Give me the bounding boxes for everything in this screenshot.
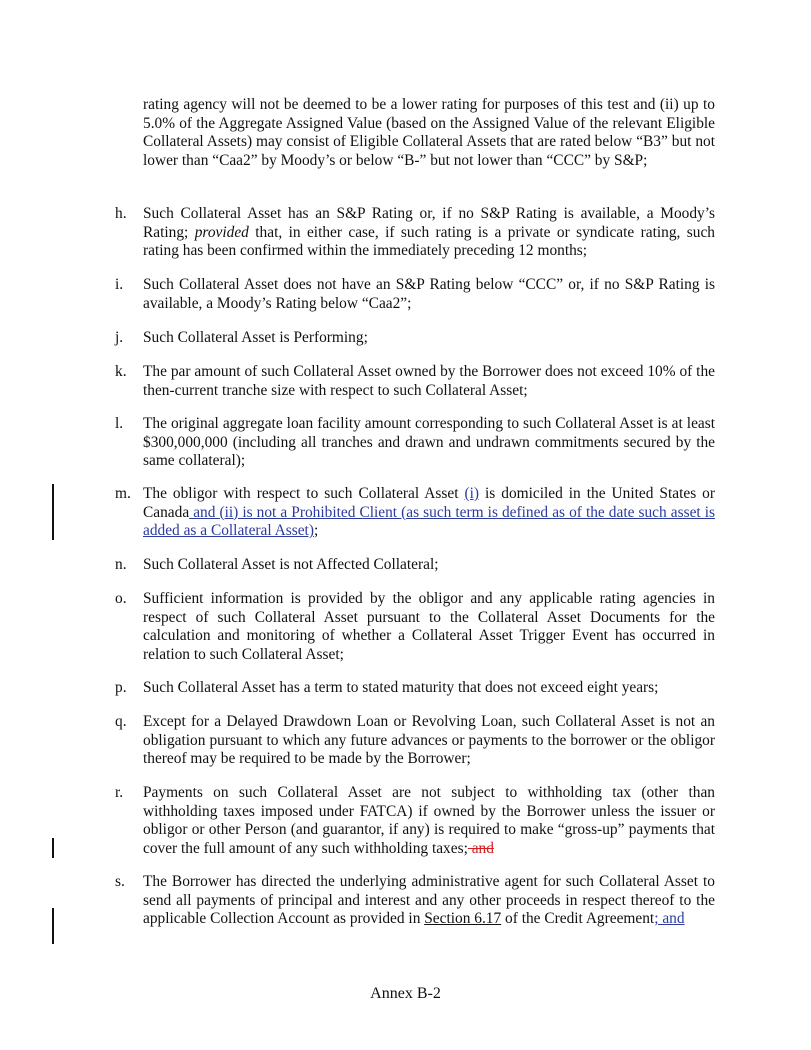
clause-text: The par amount of such Collateral Asset owned by the Borrower does not exceed 10% of the then-current tranche size with respect to such Collateral Asset;: [143, 363, 715, 399]
clause-text: Such Collateral Asset is Performing;: [143, 329, 368, 346]
inserted-text: ; and: [654, 910, 685, 928]
change-bar: [52, 838, 54, 858]
clause-s: [115, 873, 715, 929]
page-footer: Annex B-2: [370, 985, 441, 1002]
section-reference: Section 6.17: [424, 910, 502, 928]
clause-text: Such Collateral Asset is not Affected Collateral;: [143, 556, 439, 573]
clause-text: that, in either case, if such rating is a private or syndicate rating, such rating has been confirmed within the immediately preceding 12 months;: [143, 223, 715, 260]
continuation-paragraph: [143, 96, 715, 170]
clause-label: i.: [115, 276, 124, 293]
clause-label: r.: [115, 784, 124, 801]
clause-text: Except for a Delayed Drawdown Loan or Revolving Loan, such Collateral Asset is not an obligation pursuant to which any future advances or payments to the borrower or the obligor thereof may be required to be made by the Borrower;: [143, 713, 715, 768]
clause-text: of the Credit Agreement: [501, 910, 655, 928]
change-bar: [52, 908, 54, 944]
inserted-text: and (ii) is not a Prohibited Client (as such term is defined as of the date such asset is added as a Collateral Asset): [143, 503, 715, 540]
clause-text: Such Collateral Asset has a term to stated maturity that does not exceed eight years;: [143, 679, 659, 696]
clause-text: is domiciled in the United States or Canada: [143, 485, 715, 521]
clause-text: The obligor with respect to such Collateral Asset: [143, 485, 465, 502]
inserted-text: (i): [464, 485, 479, 502]
clause-k: [115, 363, 715, 400]
clause-italic: provided: [194, 223, 249, 241]
clause-text: Sufficient information is provided by the obligor and any applicable rating agencies in respect of such Collateral Asset pursuant to the Collateral Asset Documents for the calculation and monitoring of whether a Collateral Asset Trigger Event has occurred in relation to such Collateral Asset;: [143, 590, 715, 663]
clause-j: [115, 329, 715, 348]
clause-label: q.: [115, 713, 127, 730]
clause-text: Payments on such Collateral Asset are not subject to withholding tax (other than withholding taxes imposed under FATCA) if owned by the Borrower unless the issuer or obligor or other Person (and guarantor, if any) is required to make “gross-up” payments that cover the full amount of any such withholding taxes;: [143, 784, 715, 857]
clause-text: Such Collateral Asset does not have an S&P Rating below “CCC” or, if no S&P Rating is available, a Moody’s Rating below “Caa2”;: [143, 276, 715, 312]
clause-label: l.: [115, 415, 124, 432]
clause-o: [115, 590, 715, 664]
clause-text: ;: [313, 522, 319, 540]
change-bar: [52, 484, 54, 540]
deleted-text: and: [467, 839, 494, 857]
clause-label: j.: [115, 329, 124, 346]
clause-l: [115, 415, 715, 471]
clause-p: [115, 679, 715, 698]
clause-i: [115, 276, 715, 313]
clause-q: [115, 713, 715, 769]
clause-text: The Borrower has directed the underlying administrative agent for such Collateral Asset to send all payments of principal and interest and any other proceeds in respect thereof to the applicable Collection Account as provided in: [143, 873, 715, 928]
clause-label: m.: [115, 485, 131, 502]
clause-label: k.: [115, 363, 127, 380]
clause-text: Such Collateral Asset has an S&P Rating or, if no S&P Rating is available, a Moody’s Rating;: [143, 205, 715, 241]
paragraph-text: rating agency will not be deemed to be a lower rating for purposes of this test and (ii) up to 5.0% of the Aggregate Assigned Value (based on the Assigned Value of the relevant Eligible Collateral Assets) may consist of Eligible Collateral Assets that are rated below “B3” but not lower than “Caa2” by Moody’s or below “B-” but not lower than “CCC” by S&P;: [143, 96, 715, 169]
clause-label: o.: [115, 590, 127, 607]
clause-label: n.: [115, 556, 127, 573]
clause-n: [115, 556, 715, 575]
clause-label: p.: [115, 679, 127, 696]
clause-h: [115, 205, 715, 261]
clause-label: h.: [115, 205, 127, 222]
clause-r: [115, 784, 715, 858]
clause-label: s.: [115, 873, 125, 890]
clause-text: The original aggregate loan facility amount corresponding to such Collateral Asset is at least $300,000,000 (including all tranches and drawn and undrawn commitments secured by the same collateral);: [143, 415, 715, 470]
clause-m: [115, 485, 715, 541]
